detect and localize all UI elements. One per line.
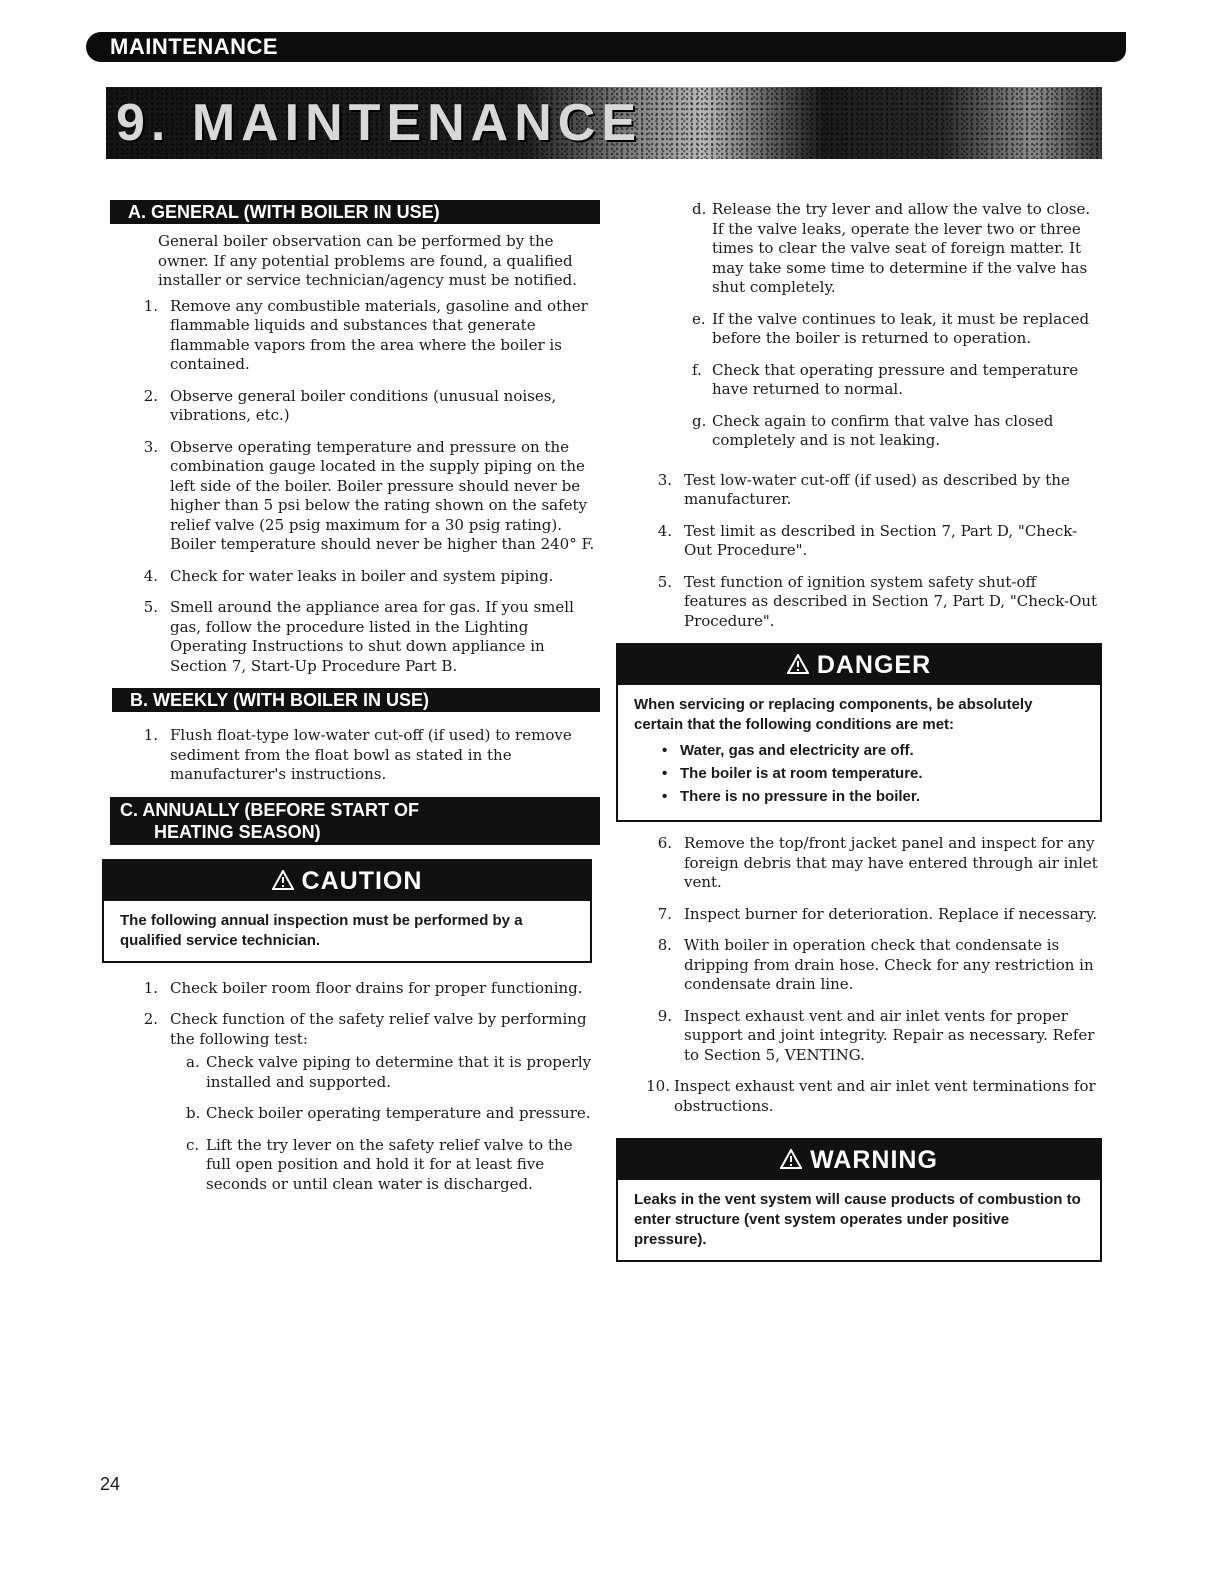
warning-title: WARNING (810, 1146, 938, 1174)
sublist-item: c. Lift the try lever on the safety relief valve to the full open position and hold it for at least five seconds or until clean water is discharged. (186, 1135, 573, 1193)
caution-box (102, 859, 592, 963)
sublist-item: d. Release the try lever and allow the valve to close. If the valve leaks, operate the lever two or three times to clear the valve seat of foreign matter. It may take some time to determine if the valve has shut completely. (692, 200, 1091, 296)
section-c-heading: C. ANNUALLY (BEFORE START OF HEATING SEASON) (110, 797, 600, 845)
list-item: 4. Check for water leaks in boiler and system piping. (143, 566, 554, 585)
page-number: 24 (100, 1474, 121, 1494)
danger-header (618, 645, 1100, 685)
section-tab-label: MAINTENANCE (110, 34, 279, 59)
section-a-intro: General boiler observation can be performed by the owner. If any potential problems are found, a qualified installer or service technician/agency must be notified. (158, 232, 577, 289)
warning-triangle-icon (787, 654, 809, 674)
section-a-heading: A. GENERAL (WITH BOILER IN USE) (110, 200, 600, 224)
caution-title: CAUTION (301, 866, 423, 895)
list-item: 2. Check function of the safety relief valve by performing the following test: (143, 1010, 587, 1048)
danger-condition: • The boiler is at room temperature. (680, 764, 1084, 784)
chapter-title: 9. MAINTENANCE (116, 94, 643, 152)
section-c-list-left (132, 979, 600, 1195)
right-column (616, 200, 1102, 1262)
list-item: 5. Smell around the appliance area for gas. If you smell gas, follow the procedure listed in the Lighting Operating Instructions to shut down appliance in Section 7, Start-Up Procedure Part B. (143, 598, 574, 675)
list-item: 1. Remove any combustible materials, gasoline and other flammable liquids and substances that generate flammable vapors from the area where the boiler is contained. (143, 296, 588, 373)
danger-body (618, 685, 1100, 820)
section-tab (86, 32, 1126, 62)
warning-text: Leaks in the vent system will cause products of combustion to enter structure (vent system operates under positive pressure). (634, 1191, 1081, 1248)
caution-text: The following annual inspection must be performed by a qualified service technician. (120, 911, 523, 949)
caution-header (104, 861, 590, 901)
list-item: 3. Observe operating temperature and pressure on the combination gauge located in the supply piping on the left side of the boiler. Boiler pressure should never be higher than 5 psi below the rating shown on the safety relief valve (25 psig maximum for a 30 psig rating). Boiler temperature should never be higher than 240° F. (143, 437, 595, 553)
left-column (110, 200, 600, 1206)
list-item: 8. With boiler in operation check that condensate is dripping from drain hose. Check for any restriction in condensate drain line. (657, 936, 1094, 993)
section-a-list (132, 297, 600, 677)
sublist-right (692, 200, 1102, 451)
danger-text: When servicing or replacing components, be absolutely certain that the following conditions are met: (634, 696, 1033, 733)
list-item: 7. Inspect burner for deterioration. Replace if necessary. (657, 904, 1098, 923)
list-item: 4. Test limit as described in Section 7, Part D, "Check-Out Procedure". (657, 521, 1078, 559)
section-b-heading: B. WEEKLY (WITH BOILER IN USE) (112, 688, 600, 712)
warning-box (616, 1138, 1102, 1262)
list-item: 1. Flush float-type low-water cut-off (if used) to remove sediment from the float bowl as stated in the manufacturer's instructions. (143, 726, 572, 783)
list-item: 5. Test function of ignition system safety shut-off features as described in Section 7, Part D, "Check-Out Procedure". (657, 572, 1098, 630)
warning-triangle-icon (272, 870, 294, 890)
list-item: 1. Check boiler room floor drains for proper functioning. (143, 978, 583, 997)
sublist-left (186, 1053, 600, 1194)
danger-condition: • Water, gas and electricity are off. (680, 741, 1084, 761)
list-item: 10. Inspect exhaust vent and air inlet vent terminations for obstructions. (646, 1077, 1096, 1115)
warning-triangle-icon (780, 1149, 802, 1169)
list-item: 9. Inspect exhaust vent and air inlet vents for proper support and joint integrity. Repair as necessary. Refer to Section 5, VENTING. (657, 1006, 1095, 1064)
danger-condition: • There is no pressure in the boiler. (680, 787, 1084, 807)
section-b-list (132, 726, 600, 785)
section-c-list-right-b (646, 834, 1102, 1116)
sublist-item: g. Check again to confirm that valve has closed completely and is not leaking. (692, 411, 1054, 449)
list-item: 3. Test low-water cut-off (if used) as described by the manufacturer. (657, 470, 1070, 508)
sublist-item: e. If the valve continues to leak, it must be replaced before the boiler is returned to operation. (692, 309, 1090, 347)
list-item: 6. Remove the top/front jacket panel and inspect for any foreign debris that may have entered through air inlet vent. (657, 834, 1098, 891)
chapter-banner (106, 87, 1102, 159)
sublist-item: f. Check that operating pressure and temperature have returned to normal. (692, 360, 1079, 398)
warning-header (618, 1140, 1100, 1180)
sublist-item: a. Check valve piping to determine that it is properly installed and supported. (186, 1053, 592, 1091)
danger-conditions (634, 741, 1084, 807)
danger-title: DANGER (816, 651, 932, 679)
section-c-list-right-a (646, 471, 1102, 632)
sublist-item: b. Check boiler operating temperature and pressure. (186, 1104, 591, 1122)
danger-box (616, 643, 1102, 822)
list-item: 2. Observe general boiler conditions (unusual noises, vibrations, etc.) (143, 386, 557, 424)
